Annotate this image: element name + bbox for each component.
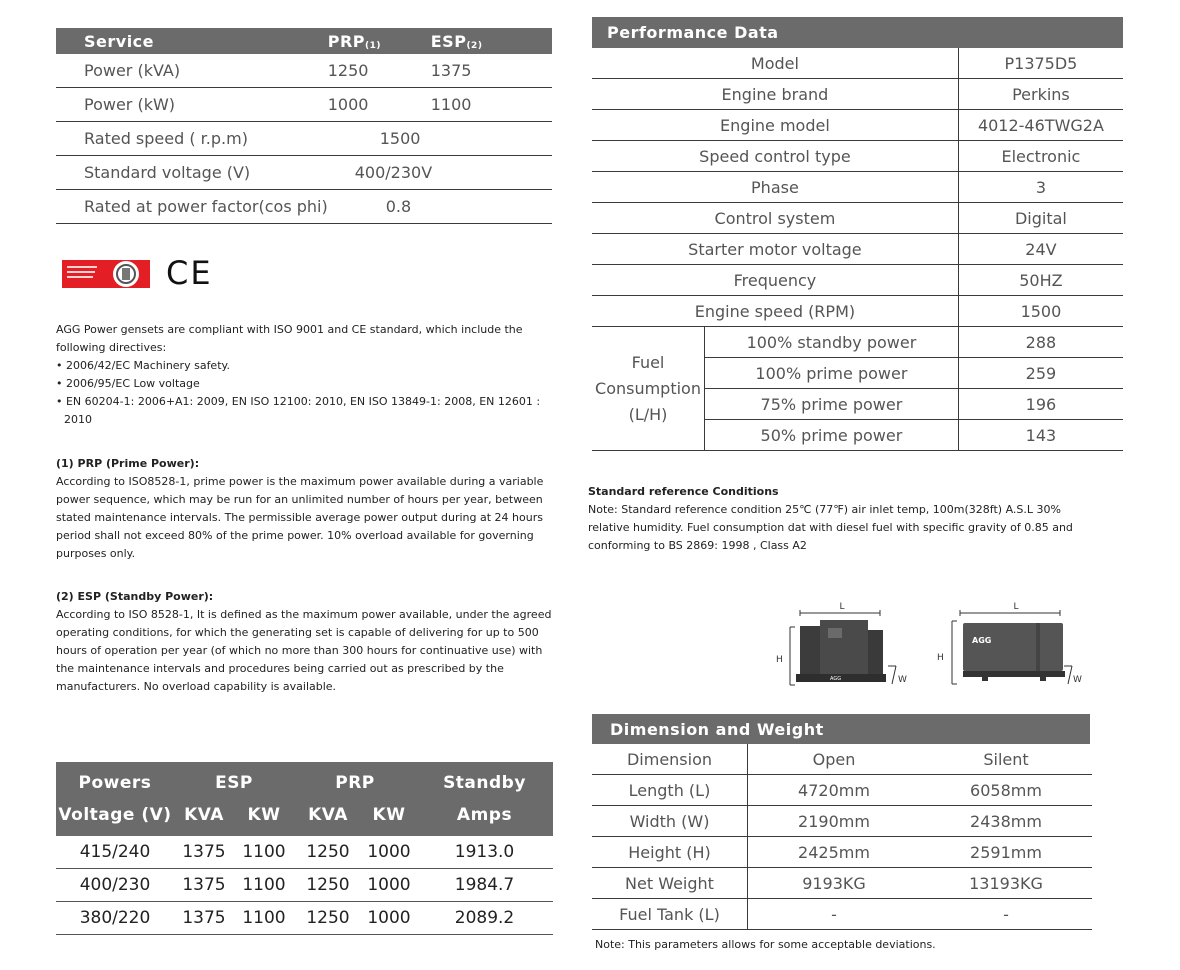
directive-item: • EN 60204-1: 2006+A1: 2009, EN ISO 12100: 2010, EN ISO 13849-1: 2008, EN 12601 : 2010 (56, 395, 541, 426)
height-label: H (776, 655, 783, 665)
dimension-title: Dimension and Weight (592, 714, 1090, 744)
perf-value: 24V (958, 234, 1123, 265)
voltage-cell: 380/220 (56, 902, 174, 935)
value-cell: 1375 (174, 869, 234, 902)
powers-header: Powers (56, 762, 174, 799)
perf-row (592, 234, 1123, 265)
service-row (56, 122, 552, 156)
perf-label: Engine brand (592, 79, 958, 110)
row-label: Rated at power factor(cos phi) (56, 190, 328, 224)
perf-label: Engine model (592, 110, 958, 141)
dimension-table (592, 744, 1092, 930)
fuel-label: 75% prime power (705, 389, 959, 420)
merged-value: 1500 (328, 122, 552, 156)
open-value: 9193KG (748, 868, 921, 899)
fuel-value: 259 (958, 358, 1123, 389)
silent-header: Silent (920, 744, 1092, 775)
perf-label: Engine speed (RPM) (592, 296, 958, 327)
perf-row (592, 48, 1123, 79)
amps-cell: 1984.7 (416, 869, 553, 902)
prp-kw-header: KW (362, 799, 416, 836)
perf-value: P1375D5 (958, 48, 1123, 79)
value-cell: 1250 (294, 902, 362, 935)
performance-table (592, 48, 1123, 451)
dimension-note: Note: This parameters allows for some acceptable deviations. (595, 938, 936, 951)
dim-label: Length (L) (592, 775, 748, 806)
width-label: W (898, 675, 907, 685)
perf-value: Electronic (958, 141, 1123, 172)
open-header: Open (748, 744, 921, 775)
value-cell: 1100 (234, 902, 294, 935)
value-cell: 1375 (174, 902, 234, 935)
value-cell: 1000 (362, 902, 416, 935)
powers-row (56, 869, 553, 902)
powers-row (56, 836, 553, 869)
prp-header: $PRP_{(1)}$ (327, 31, 382, 51)
prp-note-body: According to ISO8528-1, prime power is the maximum power available during a variable power sequence, which may be run for an unlimited number of hours per year, between stated maintenance intervals. The permissible average power output during at 24 hours period shall not exceed 80% of the prime power. 10% overload available for governing purposes only. (56, 475, 544, 560)
length-label: L (839, 602, 845, 612)
silent-value: 13193KG (920, 868, 1092, 899)
powers-table (56, 762, 553, 935)
merged-value: 400/230V (328, 156, 552, 190)
perf-label: Phase (592, 172, 958, 203)
dim-row (592, 775, 1092, 806)
service-row (56, 54, 552, 88)
esp-note-body: According to ISO 8528-1, It is defined as the maximum power available, under the agreed operating conditions, for which the generating set is capable of delivering for up to 500 hours of operation per year (of which no more than 300 hours for continuative use) with the maintenance intervals and procedures being carried out as prescribed by the manufacturers. No overload capability is available. (56, 608, 552, 693)
service-table (56, 28, 552, 224)
voltage-cell: 415/240 (56, 836, 174, 869)
perf-value: 1500 (958, 296, 1123, 327)
dim-label: Net Weight (592, 868, 748, 899)
prp-value: 1250 (328, 54, 431, 88)
amps-cell: 2089.2 (416, 902, 553, 935)
fuel-label-line: Consumption (595, 378, 701, 398)
fuel-row (592, 327, 1123, 358)
esp-header: $ESP_{(2)}$ (430, 31, 483, 51)
perf-label: Speed control type (592, 141, 958, 172)
fuel-value: 288 (958, 327, 1123, 358)
esp-note-title: (2) ESP (Standby Power): (56, 590, 214, 603)
iso-certification-logo (62, 260, 150, 288)
dim-row (592, 837, 1092, 868)
reference-conditions (588, 483, 1098, 555)
compliance-intro: AGG Power gensets are compliant with ISO 9001 and CE standard, which include the following directives: (56, 323, 523, 354)
value-cell: 1000 (362, 836, 416, 869)
value-cell: 1100 (234, 836, 294, 869)
perf-row (592, 172, 1123, 203)
open-genset-drawing (776, 602, 907, 685)
perf-value: Digital (958, 203, 1123, 234)
perf-label: Starter motor voltage (592, 234, 958, 265)
fuel-value: 143 (958, 420, 1123, 451)
dim-header-row (592, 744, 1092, 775)
perf-row (592, 141, 1123, 172)
prp-note (56, 455, 556, 563)
dim-label: Fuel Tank (L) (592, 899, 748, 930)
esp-note (56, 588, 556, 696)
prp-value: 1000 (328, 88, 431, 122)
silent-value: 6058mm (920, 775, 1092, 806)
prp-note-title: (1) PRP (Prime Power): (56, 457, 200, 470)
row-label: Standard voltage (V) (56, 156, 328, 190)
service-row (56, 156, 552, 190)
open-value: 2190mm (748, 806, 921, 837)
esp-kw-header: KW (234, 799, 294, 836)
dim-row (592, 868, 1092, 899)
perf-row (592, 265, 1123, 296)
directive-item: • 2006/95/EC Low voltage (56, 377, 200, 390)
silent-value: - (920, 899, 1092, 930)
powers-row (56, 902, 553, 935)
amps-cell: 1913.0 (416, 836, 553, 869)
fuel-label-line: Fuel (631, 352, 665, 372)
esp-group-header: ESP (174, 762, 294, 799)
amps-header: Amps (416, 799, 553, 836)
value-cell: 1250 (294, 869, 362, 902)
value-cell: 1000 (362, 869, 416, 902)
directive-item: • 2006/42/EC Machinery safety. (56, 359, 230, 372)
row-label: Rated speed ( r.p.m) (56, 122, 328, 156)
row-label: Power (kVA) (56, 54, 328, 88)
dim-row (592, 806, 1092, 837)
dim-row (592, 899, 1092, 930)
dimension-header: Dimension (592, 744, 748, 775)
row-label: Power (kW) (56, 88, 328, 122)
service-table-header (56, 28, 552, 54)
standby-header: Standby (416, 762, 553, 799)
genset-dimension-diagram (760, 598, 1100, 693)
esp-value: 1375 (431, 54, 552, 88)
perf-value: Perkins (958, 79, 1123, 110)
esp-kva-header: KVA (174, 799, 234, 836)
open-value: 2425mm (748, 837, 921, 868)
voltage-header: Voltage (V) (56, 799, 174, 836)
silent-value: 2591mm (920, 837, 1092, 868)
perf-label: Frequency (592, 265, 958, 296)
ce-mark: CE (166, 254, 213, 292)
dim-label: Height (H) (592, 837, 748, 868)
compliance-block (56, 321, 556, 429)
prp-kva-header: KVA (294, 799, 362, 836)
powers-header-row (56, 762, 553, 799)
value-cell: 1250 (294, 836, 362, 869)
fuel-consumption-label (592, 327, 705, 451)
service-row (56, 88, 552, 122)
bureau-veritas-seal-icon (113, 261, 139, 287)
value-cell: 1100 (234, 869, 294, 902)
perf-label: Model (592, 48, 958, 79)
performance-title: Performance Data (592, 17, 1123, 48)
prp-group-header: PRP (294, 762, 416, 799)
width-label: W (1073, 675, 1082, 685)
length-label: L (1013, 602, 1019, 612)
perf-row (592, 79, 1123, 110)
silent-genset-drawing (937, 602, 1082, 685)
silent-value: 2438mm (920, 806, 1092, 837)
perf-label: Control system (592, 203, 958, 234)
fuel-label: 100% prime power (705, 358, 959, 389)
merged-value: 0.8 (328, 190, 552, 224)
reference-title: Standard reference Conditions (588, 485, 779, 498)
open-value: 4720mm (748, 775, 921, 806)
dim-label: Width (W) (592, 806, 748, 837)
perf-row (592, 110, 1123, 141)
agg-logo: AGG (972, 636, 992, 645)
perf-value: 3 (958, 172, 1123, 203)
fuel-value: 196 (958, 389, 1123, 420)
esp-value: 1100 (431, 88, 552, 122)
reference-body: Note: Standard reference condition 25℃ (77℉) air inlet temp, 100m(328ft) A.S.L 30% relative humidity. Fuel consumption dat with diesel fuel with specific gravity of 0.85 and conforming to BS 2869: 1998 , Class A2 (588, 503, 1073, 552)
voltage-cell: 400/230 (56, 869, 174, 902)
fuel-label: 100% standby power (705, 327, 959, 358)
height-label: H (937, 653, 944, 663)
agg-logo: AGG (830, 676, 842, 682)
fuel-label-line: (L/H) (628, 404, 668, 424)
open-value: - (748, 899, 921, 930)
perf-row (592, 296, 1123, 327)
perf-value: 50HZ (958, 265, 1123, 296)
fuel-label: 50% prime power (705, 420, 959, 451)
perf-row (592, 203, 1123, 234)
perf-value: 4012-46TWG2A (958, 110, 1123, 141)
value-cell: 1375 (174, 836, 234, 869)
powers-subheader-row (56, 799, 553, 836)
service-row (56, 190, 552, 224)
service-header: Service (84, 31, 155, 51)
